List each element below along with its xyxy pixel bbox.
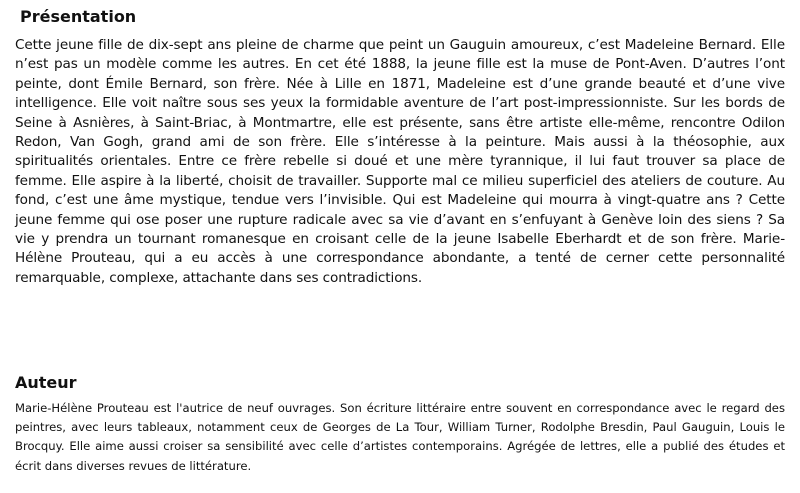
auteur-heading: Auteur xyxy=(15,373,77,392)
presentation-text: Cette jeune fille de dix-sept ans pleine de charme que peint un Gauguin amoureux, c’est Madeleine Bernard. Elle n’est pas un modèle comme les autres. En cet été 1888, la jeune fille est la muse de Pont-Aven. D’autres l’ont peinte, dont Émile Bernard, son frère. Née à Lille en 1871, Madeleine est d’une grande beauté et d’une vive intelligence. Elle voit naître sous ses yeux la formidable aventure de l’art post-impressionniste. Sur les bords de Seine à Asnières, à Saint-Briac, à Montmartre, elle est présente, sans être artiste elle-même, rencontre Odilon Redon, Van Gogh, grand ami de son frère. Elle s’intéresse à la peinture. Mais aussi à la théosophie, aux spiritualités orientales. Entre ce frère rebelle si doué et une mère tyrannique, il lui faut trouver sa place de femme. Elle aspire à la liberté, choisit de travailler. Supporte mal ce milieu superficiel des ateliers de couture. Au fond, c’est une âme mystique, tendue vers l’invisible. Qui est Madeleine qui mourra à vingt-quatre ans ? Cette jeune femme qui ose poser une rupture radicale avec sa vie d’avant en s’enfuyant à Genève loin des siens ? Sa vie y prendra un tournant romanesque en croisant celle de la jeune Isabelle Eberhardt et de son frère. Marie-Hélène Prouteau, qui a eu accès à une correspondance abondante, a tenté de cerner cette personnalité remarquable, complexe, attachante dans ses contradictions. xyxy=(15,37,785,286)
presentation-heading: Présentation xyxy=(20,7,137,26)
auteur-text: Marie-Hélène Prouteau est l'autrice de neuf ouvrages. Son écriture littéraire entre souvent en correspondance avec le regard des peintres, avec leurs tableaux, notamment ceux de Georges de La Tour, William Turner, Rodolphe Bresdin, Paul Gauguin, Louis le Brocquy. Elle aime aussi croiser sa sensibilité avec celle d’artistes contemporains. Agrégée de lettres, elle a publié des études et écrit dans diverses revues de littérature. xyxy=(15,401,785,473)
